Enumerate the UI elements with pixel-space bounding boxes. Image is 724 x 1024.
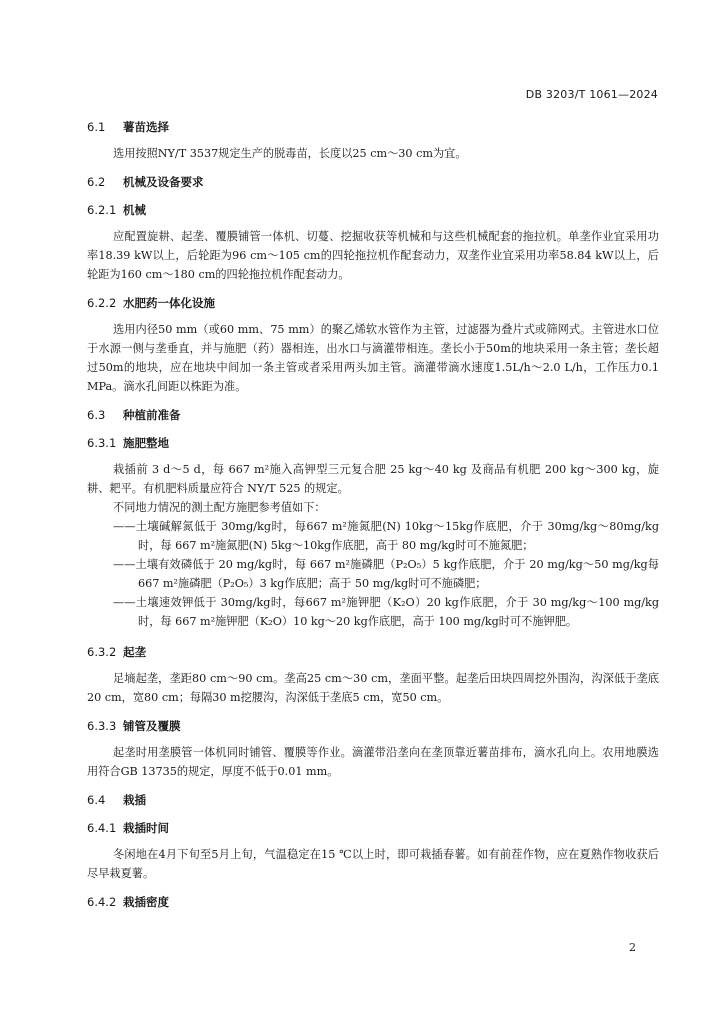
section-number: 6.3.1 (87, 436, 117, 450)
heading-6-2-2 (87, 294, 659, 312)
section-number: 6.3.2 (87, 645, 117, 659)
paragraph-6-3-3: 起垄时用垄膜管一体机同时铺管、覆膜等作业。滴灌带沿垄向在垄顶靠近薯苗排布，滴水孔向上。农用地膜选用符合GB 13735的规定，厚度不低于0.01 mm。 (87, 746, 659, 778)
section-number: 6.3.3 (87, 719, 117, 733)
section-title: 机械及设备要求 (123, 175, 204, 189)
standard-code: DB 3203/T 1061—2024 (525, 88, 658, 101)
list-item-phosphorus: ——土壤有效磷低于 20 mg/kg时，每 667 m²施磷肥（P₂O₅）5 kg作底肥，介于 20 mg/kg～50 mg/kg每 667 m²施磷肥（P₂O₅）3 kg作底肥；高于 50 mg/kg时可不施磷肥； (113, 558, 659, 590)
section-number: 6.4.2 (87, 895, 117, 909)
section-title: 种植前准备 (123, 408, 181, 422)
section-title: 栽插密度 (123, 895, 169, 909)
list-item-nitrogen: ——土壤碱解氮低于 30mg/kg时，每667 m²施氮肥(N) 10kg～15kg作底肥，介于 30mg/kg～80mg/kg时，每 667 m²施氮肥(N) 5kg～10kg作底肥，高于 80 mg/kg时可不施氮肥； (113, 520, 659, 552)
section-number: 6.2 (87, 175, 106, 189)
section-title: 水肥药一体化设施 (123, 296, 215, 310)
section-number: 6.1 (87, 120, 106, 134)
section-title: 栽插 (123, 793, 146, 807)
section-number: 6.4.1 (87, 821, 117, 835)
section-title: 施肥整地 (123, 436, 169, 450)
paragraph-6-1: 选用按照NY/T 3537规定生产的脱毒苗，长度以25 cm～30 cm为宜。 (113, 147, 467, 160)
heading-6-3-1 (87, 434, 659, 452)
paragraph-6-2-1: 应配置旋耕、起垄、覆膜铺管一体机、切蔓、挖掘收获等机械和与这些机械配套的拖拉机。单垄作业宜采用功率18.39 kW以上，后轮距为96 cm～105 cm的四轮拖拉机作配套动力，双垄作业宜采用功率58.84 kW以上，后轮距为160 cm～180 cm的四轮拖拉机作配套动力。 (87, 230, 659, 281)
document-body (87, 118, 659, 911)
heading-6-2 (87, 173, 659, 191)
section-title: 铺管及覆膜 (123, 719, 181, 733)
section-number: 6.2.1 (87, 203, 117, 217)
section-number: 6.3 (87, 408, 106, 422)
section-title: 机械 (123, 203, 146, 217)
heading-6-2-1 (87, 201, 659, 219)
page-number: 2 (629, 941, 636, 954)
heading-6-3-3 (87, 717, 659, 735)
section-number: 6.2.2 (87, 296, 117, 310)
paragraph-6-3-2: 足墒起垄，垄距80 cm～90 cm。垄高25 cm～30 cm，垄面平整。起垄后田块四周挖外围沟，沟深低于垄底20 cm，宽80 cm；每隔30 m挖腰沟，沟深低于垄底5 cm，宽50 cm。 (87, 672, 659, 704)
heading-6-3 (87, 406, 659, 424)
heading-6-1 (87, 118, 659, 136)
section-title: 薯苗选择 (123, 120, 169, 134)
paragraph-6-4-1: 冬闲地在4月下旬至5月上旬，气温稳定在15 ℃以上时，即可栽插春薯。如有前茬作物，应在夏熟作物收获后尽早栽夏薯。 (87, 848, 659, 880)
fertilizer-intro: 不同地力情况的测土配方施肥参考值如下： (113, 501, 326, 514)
section-title: 栽插时间 (123, 821, 169, 835)
heading-6-4-1 (87, 819, 659, 837)
heading-6-4 (87, 791, 659, 809)
section-number: 6.4 (87, 793, 106, 807)
paragraph-6-2-2: 选用内径50 mm（或60 mm、75 mm）的聚乙烯软水管作为主管，过滤器为叠片式或筛网式。主管进水口位于水源一侧与垄垂直，并与施肥（药）器相连，出水口与滴灌带相连。垄长小于50m的地块采用一条主管；垄长超过50m的地块，应在地块中间加一条主管或者采用两头加主管。滴灌带滴水速度1.5L/h～2.0 L/h，工作压力0.1 MPa。滴水孔间距以株距为准。 (87, 323, 659, 393)
heading-6-4-2 (87, 893, 659, 911)
heading-6-3-2 (87, 643, 659, 661)
list-item-potassium: ——土壤速效钾低于 30mg/kg时，每667 m²施钾肥（K₂O）20 kg作底肥，介于 30 mg/kg～100 mg/kg时，每 667 m²施钾肥（K₂O）10 kg～20 kg作底肥，高于 100 mg/kg时可不施钾肥。 (113, 596, 659, 628)
section-title: 起垄 (123, 645, 146, 659)
paragraph-6-3-1: 栽插前 3 d～5 d，每 667 m²施入高钾型三元复合肥 25 kg～40 kg 及商品有机肥 200 kg～300 kg，旋耕、耙平。有机肥料质量应符合 NY/T 525 的规定。 (87, 463, 659, 495)
